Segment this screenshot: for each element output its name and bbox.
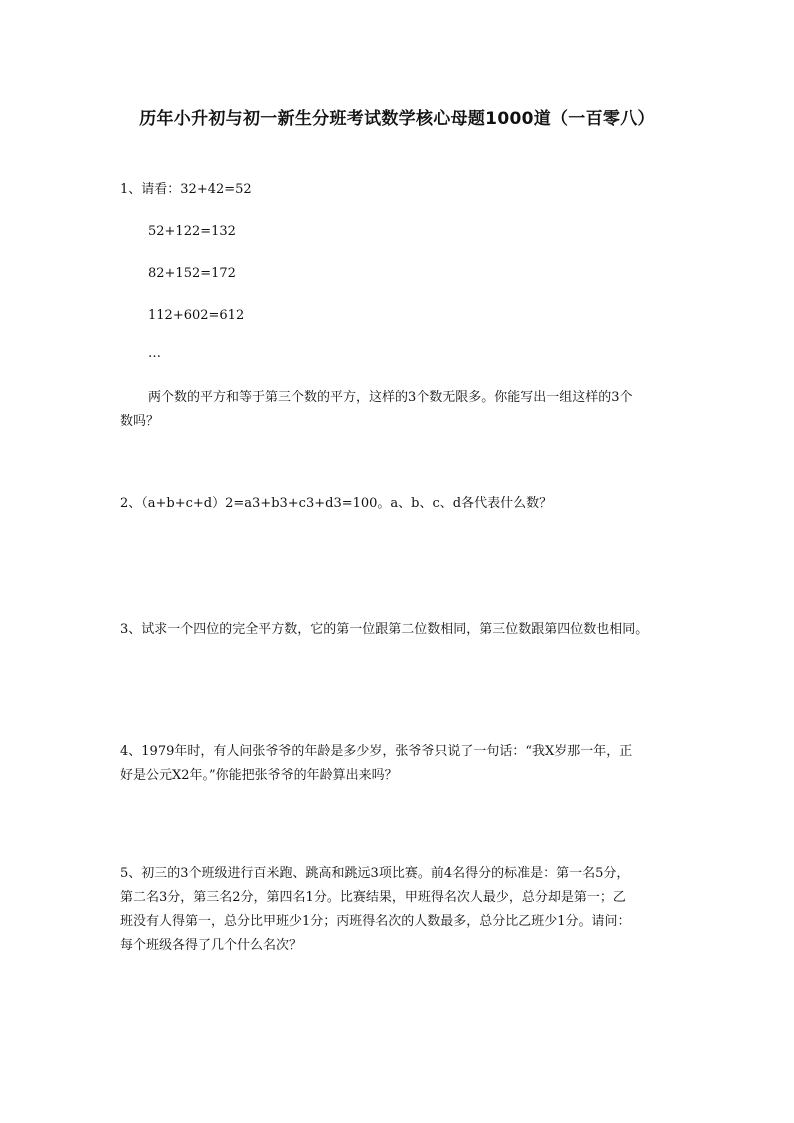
q3-text: 3、试求一个四位的完全平方数，它的第一位跟第二位数相同，第三位数跟第四位数也相同。	[120, 622, 649, 637]
q1-equation-3: 82+152=172	[148, 266, 236, 281]
q1-text-line1: 两个数的平方和等于第三个数的平方，这样的3个数无限多。你能写出一组这样的3个	[148, 390, 633, 405]
q5-line2: 第二名3分，第三名2分，第四名1分。比赛结果，甲班得名次人最少，总分却是第一；乙	[120, 890, 626, 905]
q1-intro: 1、请看：32+42=52	[120, 182, 252, 197]
q4-line1: 4、1979年时，有人问张爷爷的年龄是多少岁，张爷爷只说了一句话：“我X岁那一年，正	[120, 744, 633, 759]
document-title: 历年小升初与初一新生分班考试数学核心母题1000道（一百零八）	[139, 109, 655, 129]
q1-ellipsis: …	[148, 346, 161, 361]
q1-text-line2: 数吗？	[120, 414, 160, 429]
q1-equation-4: 112+602=612	[148, 308, 245, 323]
q5-line4: 每个班级各得了几个什么名次？	[120, 938, 303, 953]
q1-equation-2: 52+122=132	[148, 224, 236, 239]
q2-text: 2、（a+b+c+d）2=a3+b3+c3+d3=100。a、b、c、d各代表什么数？	[120, 496, 553, 511]
q5-line1: 5、初三的3个班级进行百米跑、跳高和跳远3项比赛。前4名得分的标准是：第一名5分，	[120, 866, 630, 881]
q4-line2: 好是公元X2年。”你能把张爷爷的年龄算出来吗？	[120, 768, 398, 783]
q5-line3: 班没有人得第一，总分比甲班少1分；丙班得名次的人数最多，总分比乙班少1分。请问：	[120, 914, 631, 929]
